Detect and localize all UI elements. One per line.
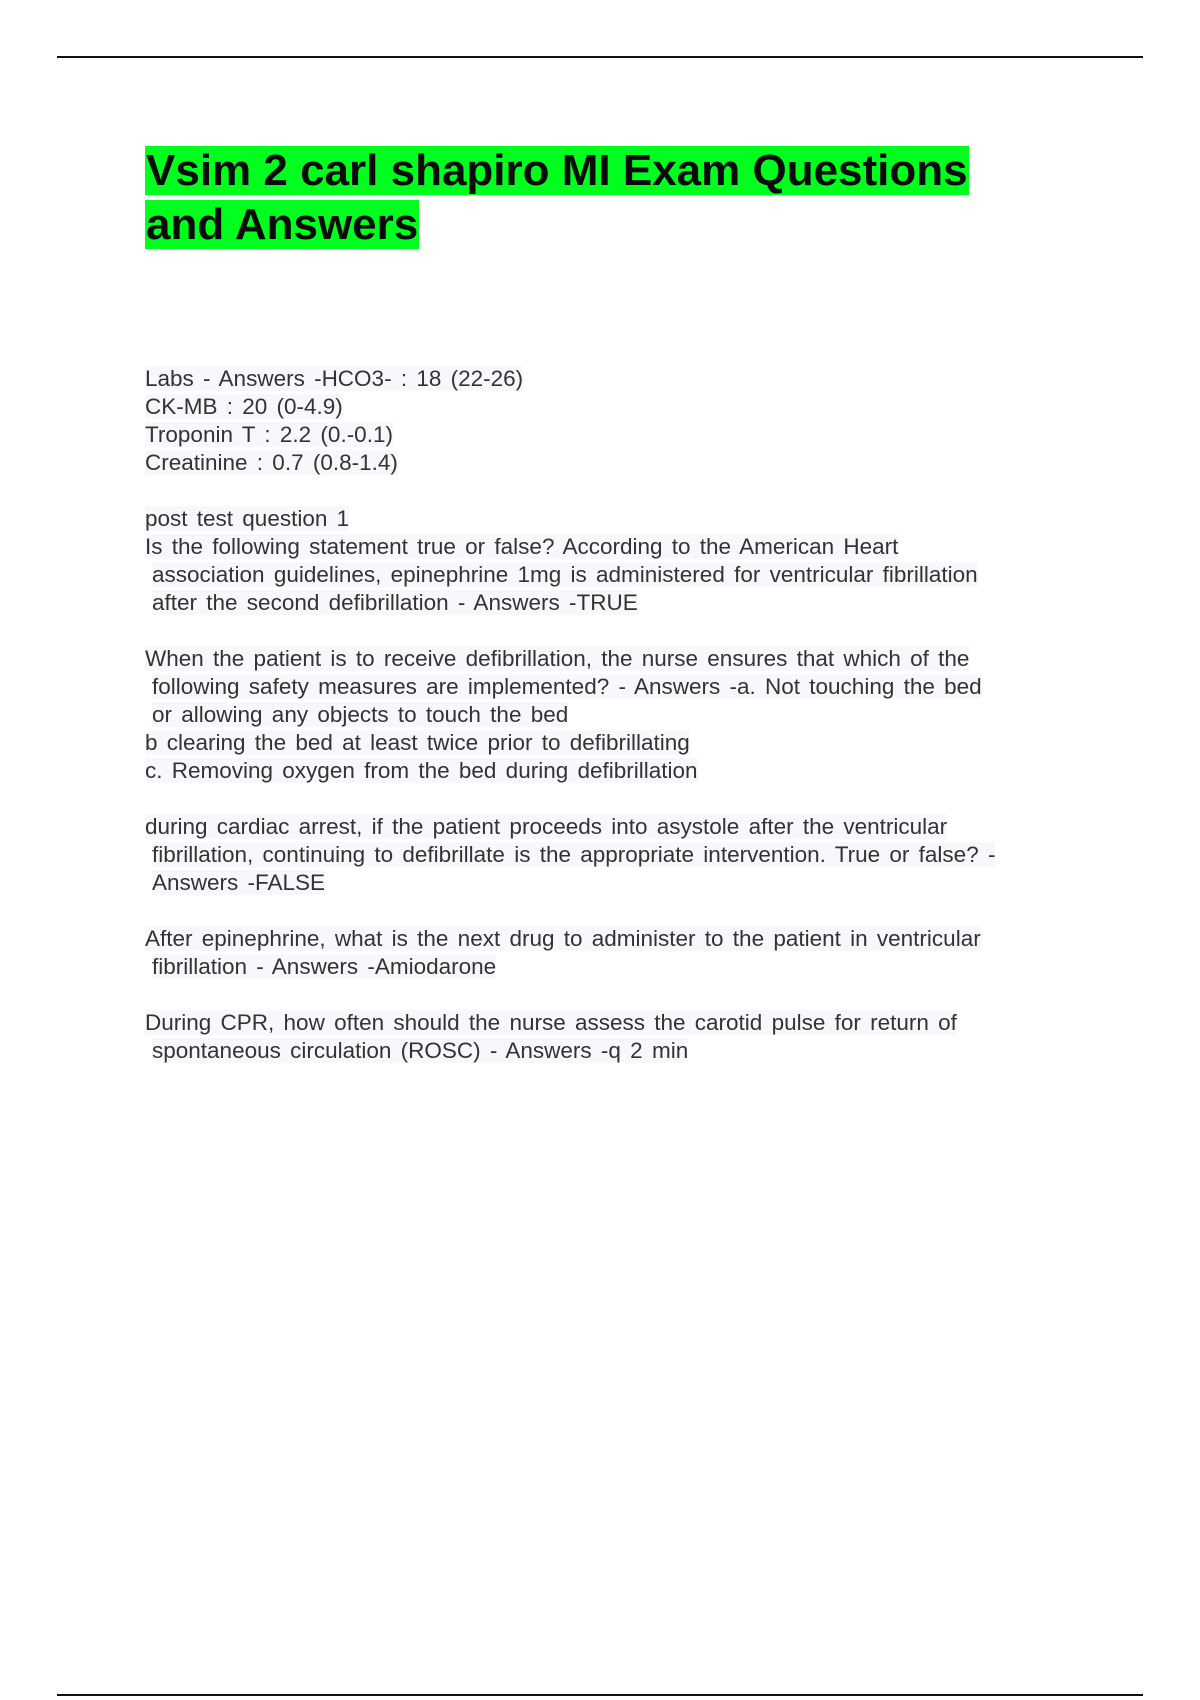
title-line-2: and Answers [146, 200, 419, 249]
qa-block [145, 505, 1085, 617]
qa-line-text: fibrillation - Answers -Amiodarone [152, 954, 497, 979]
qa-line [145, 1009, 1085, 1037]
qa-line [145, 393, 1085, 421]
qa-line [145, 729, 1085, 757]
qa-block [145, 645, 1085, 785]
qa-line [145, 813, 1085, 841]
qa-content [145, 365, 1085, 1065]
qa-line-text: c. Removing oxygen from the bed during defibrillation [145, 758, 698, 783]
qa-line [145, 421, 1085, 449]
qa-line-text: spontaneous circulation (ROSC) - Answers -q 2 min [152, 1038, 689, 1063]
qa-line-text: CK-MB : 20 (0-4.9) [145, 394, 343, 419]
qa-line-text: post test question 1 [145, 506, 350, 531]
qa-line-text: Answers -FALSE [152, 870, 326, 895]
title-line-1: Vsim 2 carl shapiro MI Exam Questions [146, 146, 968, 195]
qa-line-text: Troponin T : 2.2 (0.-0.1) [145, 422, 393, 447]
qa-block [145, 365, 1085, 477]
qa-line [145, 645, 1085, 673]
qa-line [145, 1037, 1085, 1065]
qa-line [145, 449, 1085, 477]
qa-line-text: during cardiac arrest, if the patient proceeds into asystole after the ventricular [145, 814, 948, 839]
header-rule [57, 56, 1143, 58]
qa-line [145, 841, 1085, 869]
qa-line-text: Is the following statement true or false? According to the American Heart [145, 534, 899, 559]
qa-line-text: Labs - Answers -HCO3- : 18 (22-26) [145, 366, 524, 391]
qa-line [145, 673, 1085, 701]
qa-line-text: b clearing the bed at least twice prior to defibrillating [145, 730, 690, 755]
qa-line-text: following safety measures are implemented? - Answers -a. Not touching the bed [152, 674, 982, 699]
qa-line-text: after the second defibrillation - Answers -TRUE [152, 590, 638, 615]
qa-line [145, 365, 1085, 393]
qa-block [145, 925, 1085, 981]
qa-line [145, 505, 1085, 533]
qa-line-text: When the patient is to receive defibrillation, the nurse ensures that which of the [145, 646, 970, 671]
qa-line-text: fibrillation, continuing to defibrillate is the appropriate intervention. True or false? - [152, 842, 996, 867]
document-page [145, 144, 1085, 1093]
qa-line [145, 589, 1085, 617]
document-title [145, 144, 1085, 252]
title-highlight [145, 146, 969, 249]
qa-line-text: association guidelines, epinephrine 1mg is administered for ventricular fibrillation [152, 562, 978, 587]
qa-block [145, 1009, 1085, 1065]
qa-line-text: After epinephrine, what is the next drug to administer to the patient in ventricular [145, 926, 981, 951]
qa-line [145, 925, 1085, 953]
qa-line [145, 701, 1085, 729]
qa-line [145, 561, 1085, 589]
qa-line [145, 953, 1085, 981]
qa-line [145, 757, 1085, 785]
qa-line-text: Creatinine : 0.7 (0.8-1.4) [145, 450, 398, 475]
qa-block [145, 813, 1085, 897]
qa-line [145, 533, 1085, 561]
qa-line-text: or allowing any objects to touch the bed [152, 702, 569, 727]
qa-line-text: During CPR, how often should the nurse assess the carotid pulse for return of [145, 1010, 957, 1035]
footer-rule [57, 1694, 1143, 1696]
qa-line [145, 869, 1085, 897]
